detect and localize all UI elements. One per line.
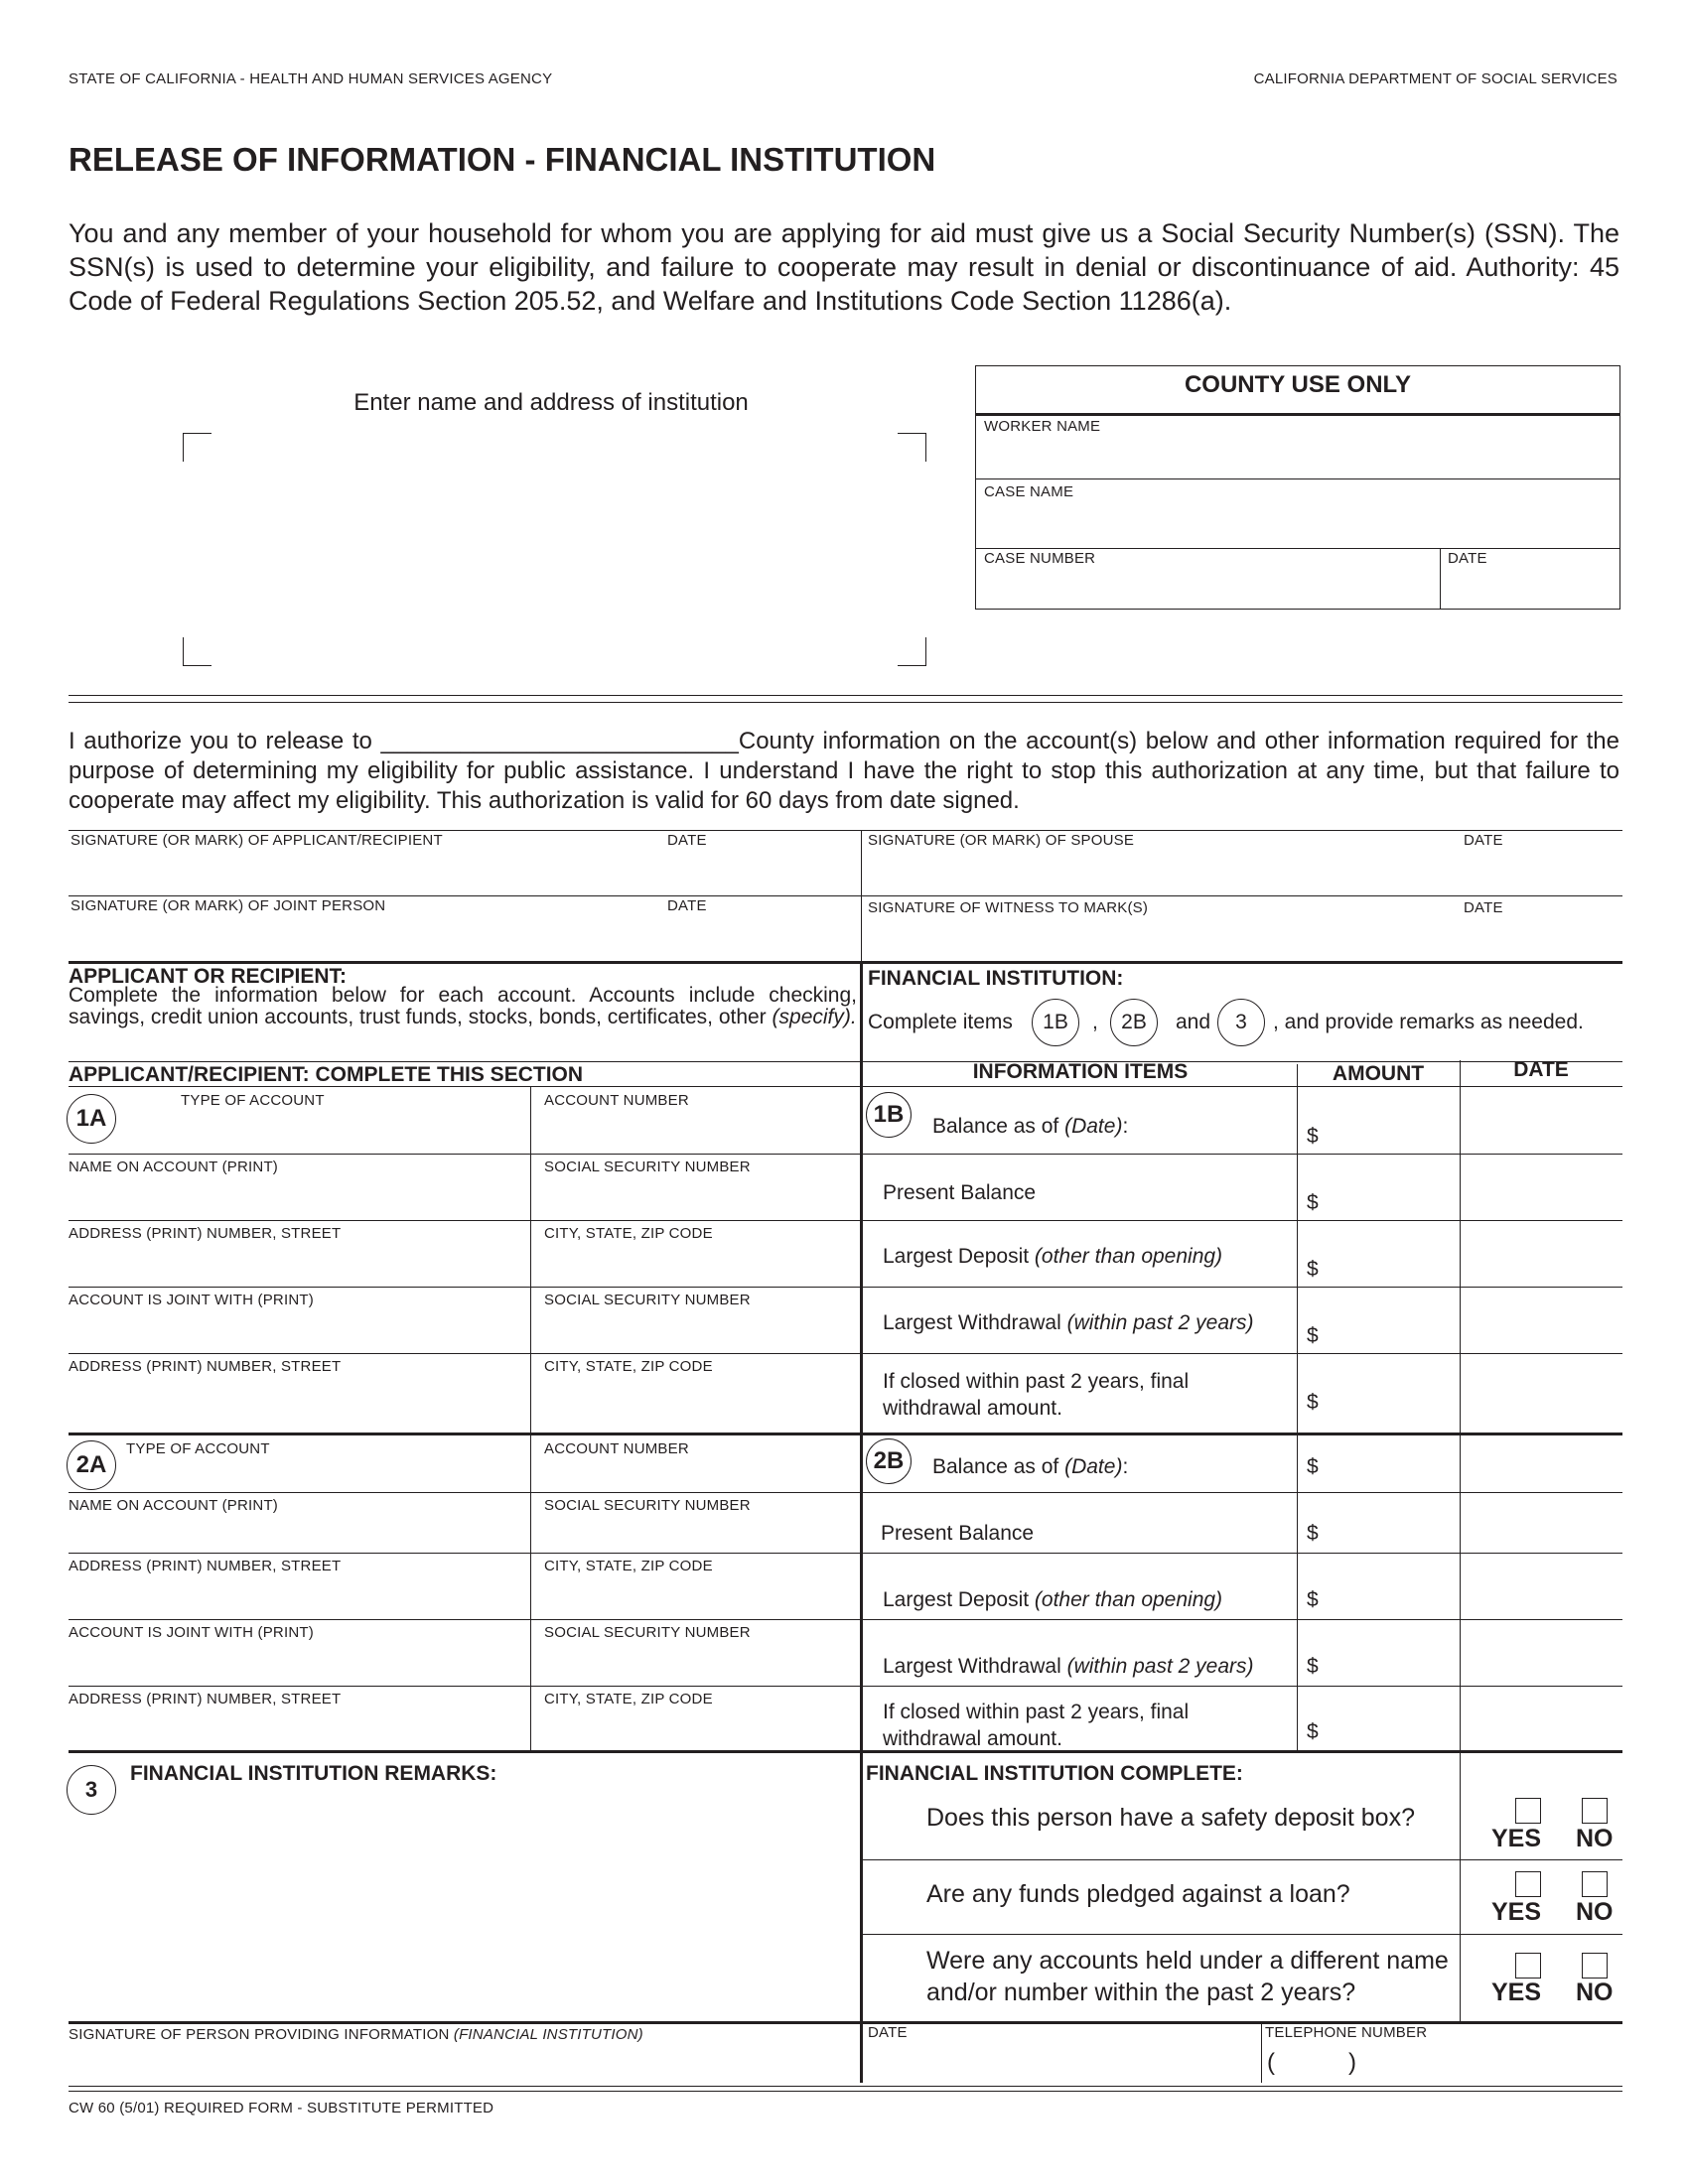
joint-city-1a-field[interactable] [536, 1378, 854, 1428]
row-2a-rule-3 [69, 1619, 1622, 1620]
ssn-1a-field[interactable] [536, 1177, 854, 1217]
pledged-funds-no-label: NO [1576, 1898, 1614, 1926]
date-2b-balance-field[interactable] [1466, 1441, 1617, 1487]
county-date-field[interactable] [1444, 568, 1615, 606]
ssn-1a-label: SOCIAL SECURITY NUMBER [544, 1159, 751, 1175]
dollar-2b-withdrawal: $ [1307, 1655, 1319, 1678]
authorization-text [69, 727, 1619, 816]
date-1b-deposit-field[interactable] [1466, 1226, 1617, 1282]
provider-signature-field[interactable] [70, 2047, 853, 2081]
joint-with-2a-field[interactable] [70, 1643, 525, 1683]
section-2b-badge: 2B [866, 1438, 912, 1484]
dollar-2b-closed: $ [1307, 1720, 1319, 1743]
account-number-1a-field[interactable] [536, 1112, 854, 1150]
provider-signature-label [69, 2026, 643, 2043]
section-1b-badge: 1B [866, 1092, 912, 1138]
type-of-account-2a-label: TYPE OF ACCOUNT [126, 1440, 270, 1457]
joint-with-1a-field[interactable] [70, 1310, 525, 1350]
applicant-date-label: DATE [667, 832, 707, 849]
date-paren-2b: (Date) [1064, 1455, 1123, 1478]
address-1a-label: ADDRESS (PRINT) NUMBER, STREET [69, 1225, 342, 1242]
dollar-1b-closed: $ [1307, 1391, 1319, 1414]
row-1a-rule-2 [69, 1220, 1622, 1221]
footer-date-field[interactable] [868, 2043, 1255, 2081]
address-1a-field[interactable] [70, 1244, 525, 1284]
type-of-account-1a-label: TYPE OF ACCOUNT [181, 1092, 325, 1109]
date-2b-withdrawal-field[interactable] [1466, 1625, 1617, 1681]
row-2a-rule-2 [69, 1553, 1622, 1554]
row-1a-rule-4 [69, 1353, 1622, 1354]
date-paren: (Date) [1064, 1115, 1123, 1138]
provider-italic: (FINANCIAL INSTITUTION) [453, 2026, 643, 2043]
city-state-zip-1a-label: CITY, STATE, ZIP CODE [544, 1225, 713, 1242]
row-1a-rule-3 [69, 1287, 1622, 1288]
closed-line-1: If closed within past 2 years, final [883, 1370, 1190, 1393]
joint-city-2a-label: CITY, STATE, ZIP CODE [544, 1691, 713, 1707]
specify-text: (specify). [772, 1006, 857, 1028]
form-id: CW 60 (5/01) REQUIRED FORM - SUBSTITUTE PERMITTED [69, 2100, 494, 2116]
joint-address-1a-label: ADDRESS (PRINT) NUMBER, STREET [69, 1358, 342, 1375]
date-2b-closed-field[interactable] [1466, 1692, 1617, 1747]
witness-date-label: DATE [1464, 899, 1503, 916]
items-comma: , [1092, 1011, 1098, 1033]
date-1b-balance-field[interactable] [1466, 1092, 1617, 1150]
colon-2b: : [1122, 1455, 1129, 1478]
amount-1b-withdrawal-field[interactable] [1329, 1293, 1456, 1348]
column-header-bottom-rule [69, 1086, 1622, 1087]
county-divider-2 [975, 548, 1620, 549]
joint-address-2a-field[interactable] [70, 1709, 525, 1747]
joint-signature-field[interactable] [70, 915, 855, 959]
type-of-account-2a-field[interactable] [121, 1459, 524, 1489]
amount-1b-present-field[interactable] [1329, 1160, 1456, 1215]
signature-divider [861, 830, 862, 963]
within-past-text-2b: (within past 2 years) [1066, 1655, 1254, 1678]
dollar-1b-deposit: $ [1307, 1258, 1319, 1281]
safety-box-question: Does this person have a safety deposit box? [926, 1804, 1415, 1832]
balance-as-of-2b [932, 1455, 1128, 1479]
joint-signature-label: SIGNATURE (OR MARK) OF JOINT PERSON [70, 897, 386, 914]
address-corner-top-left [183, 433, 211, 462]
telephone-area-open: ( [1267, 2049, 1275, 2076]
applicant-signature-label: SIGNATURE (OR MARK) OF APPLICANT/RECIPIENT [70, 832, 443, 849]
pledged-funds-yes-label: YES [1491, 1898, 1542, 1926]
date-2b-present-field[interactable] [1466, 1497, 1617, 1549]
institution-heading: FINANCIAL INSTITUTION: [868, 967, 1124, 990]
witness-signature-field[interactable] [868, 917, 1618, 959]
address-2a-field[interactable] [70, 1576, 525, 1616]
safety-box-no-checkbox[interactable] [1582, 1798, 1608, 1824]
information-items-header: INFORMATION ITEMS [972, 1060, 1189, 1083]
closed-line-1-2b: If closed within past 2 years, final [883, 1701, 1190, 1723]
amount-1b-deposit-field[interactable] [1329, 1226, 1456, 1282]
joint-with-1a-label: ACCOUNT IS JOINT WITH (PRINT) [69, 1292, 314, 1308]
question-rule-1 [862, 1859, 1622, 1860]
pledged-funds-yes-checkbox[interactable] [1515, 1871, 1541, 1897]
balance-as-of-1b [932, 1115, 1128, 1139]
county-use-title: COUNTY USE ONLY [1184, 371, 1412, 398]
address-corner-top-right [898, 433, 926, 462]
question-rule-2 [862, 1934, 1622, 1935]
spouse-signature-field[interactable] [868, 850, 1618, 891]
signature-rule-1 [69, 830, 1622, 831]
date-1b-present-field[interactable] [1466, 1160, 1617, 1215]
date-2b-deposit-field[interactable] [1466, 1559, 1617, 1614]
authorization-part1: I authorize you to release to [69, 728, 372, 754]
within-past-text: (within past 2 years) [1066, 1311, 1254, 1334]
applicant-signature-field[interactable] [70, 850, 855, 891]
address-corner-bottom-left [183, 637, 211, 666]
section-rule-bottom [69, 702, 1622, 703]
dollar-2b-balance: $ [1307, 1455, 1319, 1478]
account-number-2a-field[interactable] [536, 1459, 854, 1489]
item-3-badge: 3 [1217, 999, 1265, 1046]
joint-with-2a-label: ACCOUNT IS JOINT WITH (PRINT) [69, 1624, 314, 1641]
section-2a-badge: 2A [67, 1440, 116, 1490]
name-on-account-2a-field[interactable] [70, 1516, 525, 1548]
largest-withdrawal-1b [883, 1311, 1253, 1335]
address-corner-bottom-right[interactable] [898, 637, 926, 666]
amount-2b-balance-field[interactable] [1329, 1441, 1456, 1487]
county-case-divider [1440, 548, 1441, 610]
account-number-2a-label: ACCOUNT NUMBER [544, 1440, 689, 1457]
joint-address-1a-field[interactable] [70, 1378, 525, 1428]
remarks-field[interactable] [70, 1823, 853, 2017]
date-1b-closed-field[interactable] [1466, 1360, 1617, 1426]
amount-header: AMOUNT [1332, 1062, 1425, 1085]
largest-withdrawal-text-2b: Largest Withdrawal [883, 1655, 1067, 1678]
present-balance-1b: Present Balance [883, 1181, 1037, 1204]
amount-1b-balance-field[interactable] [1329, 1102, 1456, 1150]
ssn-2a-field[interactable] [536, 1516, 854, 1548]
closed-final-2b [883, 1699, 1189, 1752]
remarks-heading: FINANCIAL INSTITUTION REMARKS: [130, 1762, 497, 1785]
institution-address-label: Enter name and address of institution [353, 389, 749, 416]
dollar-1b-present: $ [1307, 1191, 1319, 1214]
date-header: DATE [1513, 1058, 1569, 1081]
amount-2b-deposit-field[interactable] [1329, 1559, 1456, 1614]
joint-ssn-1a-label: SOCIAL SECURITY NUMBER [544, 1292, 751, 1308]
different-name-no-label: NO [1576, 1979, 1614, 2006]
signature-rule-2 [69, 895, 1622, 896]
closed-line-2-2b: withdrawal amount. [883, 1727, 1062, 1750]
provider-text: SIGNATURE OF PERSON PROVIDING INFORMATION [69, 2026, 454, 2043]
section-3-badge: 3 [67, 1765, 116, 1815]
item-1b-badge: 1B [1032, 999, 1079, 1046]
county-divider-1 [975, 478, 1620, 479]
witness-signature-label: SIGNATURE OF WITNESS TO MARK(S) [868, 899, 1149, 916]
largest-deposit-text-2b: Largest Deposit [883, 1588, 1035, 1611]
applicant-instructions [69, 985, 857, 1028]
case-name-label: CASE NAME [984, 483, 1074, 500]
closed-line-2: withdrawal amount. [883, 1397, 1062, 1420]
spouse-date-label: DATE [1464, 832, 1503, 849]
joint-ssn-1a-field[interactable] [536, 1310, 854, 1350]
applicant-heading: APPLICANT OR RECIPIENT: [69, 965, 348, 988]
balance-text: Balance as of [932, 1115, 1065, 1138]
spouse-signature-label: SIGNATURE (OR MARK) OF SPOUSE [868, 832, 1135, 849]
worker-name-label: WORKER NAME [984, 418, 1101, 435]
different-name-yes-checkbox[interactable] [1515, 1953, 1541, 1979]
city-state-zip-2a-field[interactable] [536, 1576, 854, 1616]
telephone-field[interactable] [1283, 2045, 1617, 2081]
case-name-field[interactable] [977, 502, 1613, 544]
row-2a-rule-4 [69, 1686, 1622, 1687]
balance-text-2b: Balance as of [932, 1455, 1065, 1478]
section-1-bottom-rule [69, 1433, 1622, 1435]
name-on-account-1a-label: NAME ON ACCOUNT (PRINT) [69, 1159, 278, 1175]
department-label: CALIFORNIA DEPARTMENT OF SOCIAL SERVICES [1253, 70, 1618, 87]
name-on-account-1a-field[interactable] [70, 1177, 525, 1217]
date-1b-withdrawal-field[interactable] [1466, 1293, 1617, 1348]
joint-city-2a-field[interactable] [536, 1709, 854, 1747]
address-2a-label: ADDRESS (PRINT) NUMBER, STREET [69, 1558, 342, 1574]
pledged-funds-no-checkbox[interactable] [1582, 1871, 1608, 1897]
section-1a-badge: 1A [67, 1094, 116, 1144]
county-date-label: DATE [1448, 550, 1487, 567]
colon: : [1122, 1115, 1129, 1138]
largest-withdrawal-2b [883, 1655, 1253, 1679]
footer-phone-divider [1261, 2021, 1262, 2083]
row-1a-rule-1 [69, 1154, 1622, 1155]
safety-box-yes-label: YES [1491, 1825, 1542, 1852]
dollar-1b-balance: $ [1307, 1125, 1319, 1148]
footer-rule-2 [69, 2091, 1622, 2092]
joint-ssn-2a-label: SOCIAL SECURITY NUMBER [544, 1624, 751, 1641]
safety-box-yes-checkbox[interactable] [1515, 1798, 1541, 1824]
form-title: RELEASE OF INFORMATION - FINANCIAL INSTITUTION [69, 141, 936, 178]
case-number-field[interactable] [977, 568, 1434, 606]
amount-column-left [1297, 1064, 1298, 1751]
row-2a-rule-1 [69, 1492, 1622, 1493]
ssn-notice: You and any member of your household for whom you are applying for aid must give us a Social Security Number(s) (SSN). The SSN(s) is used to determine your eligibility, and failure to cooperate may result in denial or discontinuance of aid. Authority: 45 Code of Federal Regulations Section 205.52, and Welfare and Institutions Code Section 11286(a). [69, 218, 1619, 316]
worker-name-field[interactable] [977, 437, 1613, 475]
county-blank[interactable]: ___________________________ [380, 728, 739, 754]
other-than-opening-text: (other than opening) [1034, 1245, 1223, 1268]
section-2-bottom-rule [69, 1750, 1622, 1753]
largest-deposit-text: Largest Deposit [883, 1245, 1035, 1268]
date-column-left [1460, 1060, 1461, 1751]
different-name-question [926, 1945, 1449, 2008]
telephone-area-close: ) [1348, 2049, 1356, 2076]
items-and: and [1176, 1011, 1211, 1033]
amount-2b-withdrawal-field[interactable] [1329, 1625, 1456, 1681]
institution-complete-heading: FINANCIAL INSTITUTION COMPLETE: [866, 1762, 1243, 1785]
county-title-divider [975, 413, 1620, 416]
agency-label: STATE OF CALIFORNIA - HEALTH AND HUMAN SERVICES AGENCY [69, 70, 553, 87]
applicant-column-divider [530, 1086, 531, 1751]
authorization-part2: County information on the account(s) below and other information required for the purpose of determining my eligibility for public assistance. I understand I have the right to stop this authorization at any time, but that failure to cooperate may affect my eligibility. This authorization is valid for 60 days from date signed. [69, 728, 1619, 814]
complete-items-label: Complete items [868, 1011, 1013, 1033]
joint-date-label: DATE [667, 897, 707, 914]
dollar-1b-withdrawal: $ [1307, 1324, 1319, 1347]
telephone-label: TELEPHONE NUMBER [1265, 2024, 1428, 2041]
instructions-text: Complete the information below for each account. Accounts include checking, savings, credit union accounts, trust funds, stocks, bonds, certificates, other [69, 984, 857, 1028]
different-name-no-checkbox[interactable] [1582, 1953, 1608, 1979]
case-number-label: CASE NUMBER [984, 550, 1096, 567]
dollar-2b-deposit: $ [1307, 1588, 1319, 1611]
applicant-complete-heading: APPLICANT/RECIPIENT: COMPLETE THIS SECTION [69, 1063, 584, 1086]
yes-no-column-divider [1460, 1753, 1461, 2021]
city-state-zip-2a-label: CITY, STATE, ZIP CODE [544, 1558, 713, 1574]
main-center-divider [860, 961, 863, 2083]
dollar-2b-present: $ [1307, 1522, 1319, 1545]
name-on-account-2a-label: NAME ON ACCOUNT (PRINT) [69, 1497, 278, 1514]
present-balance-2b: Present Balance [881, 1522, 1035, 1545]
closed-final-1b [883, 1368, 1189, 1422]
largest-deposit-2b [883, 1588, 1222, 1612]
different-name-line-2: and/or number within the past 2 years? [926, 1979, 1356, 2006]
signature-rule-bottom [69, 961, 1622, 964]
amount-2b-closed-field[interactable] [1329, 1692, 1456, 1747]
amount-2b-present-field[interactable] [1329, 1497, 1456, 1549]
joint-city-1a-label: CITY, STATE, ZIP CODE [544, 1358, 713, 1375]
footer-rule-1 [69, 2086, 1622, 2087]
amount-1b-closed-field[interactable] [1329, 1360, 1456, 1426]
city-state-zip-1a-field[interactable] [536, 1244, 854, 1284]
different-name-yes-label: YES [1491, 1979, 1542, 2006]
joint-address-2a-label: ADDRESS (PRINT) NUMBER, STREET [69, 1691, 342, 1707]
largest-withdrawal-text: Largest Withdrawal [883, 1311, 1067, 1334]
section-rule-top [69, 695, 1622, 696]
other-than-opening-text-2b: (other than opening) [1034, 1588, 1223, 1611]
largest-deposit-1b [883, 1245, 1222, 1269]
pledged-funds-question: Are any funds pledged against a loan? [926, 1880, 1350, 1908]
safety-box-no-label: NO [1576, 1825, 1614, 1852]
footer-date-label: DATE [868, 2024, 908, 2041]
item-2b-badge: 2B [1110, 999, 1158, 1046]
remarks-needed-text: , and provide remarks as needed. [1273, 1011, 1584, 1033]
different-name-line-1: Were any accounts held under a different name [926, 1947, 1449, 1975]
ssn-2a-label: SOCIAL SECURITY NUMBER [544, 1497, 751, 1514]
joint-ssn-2a-field[interactable] [536, 1643, 854, 1683]
account-number-1a-label: ACCOUNT NUMBER [544, 1092, 689, 1109]
